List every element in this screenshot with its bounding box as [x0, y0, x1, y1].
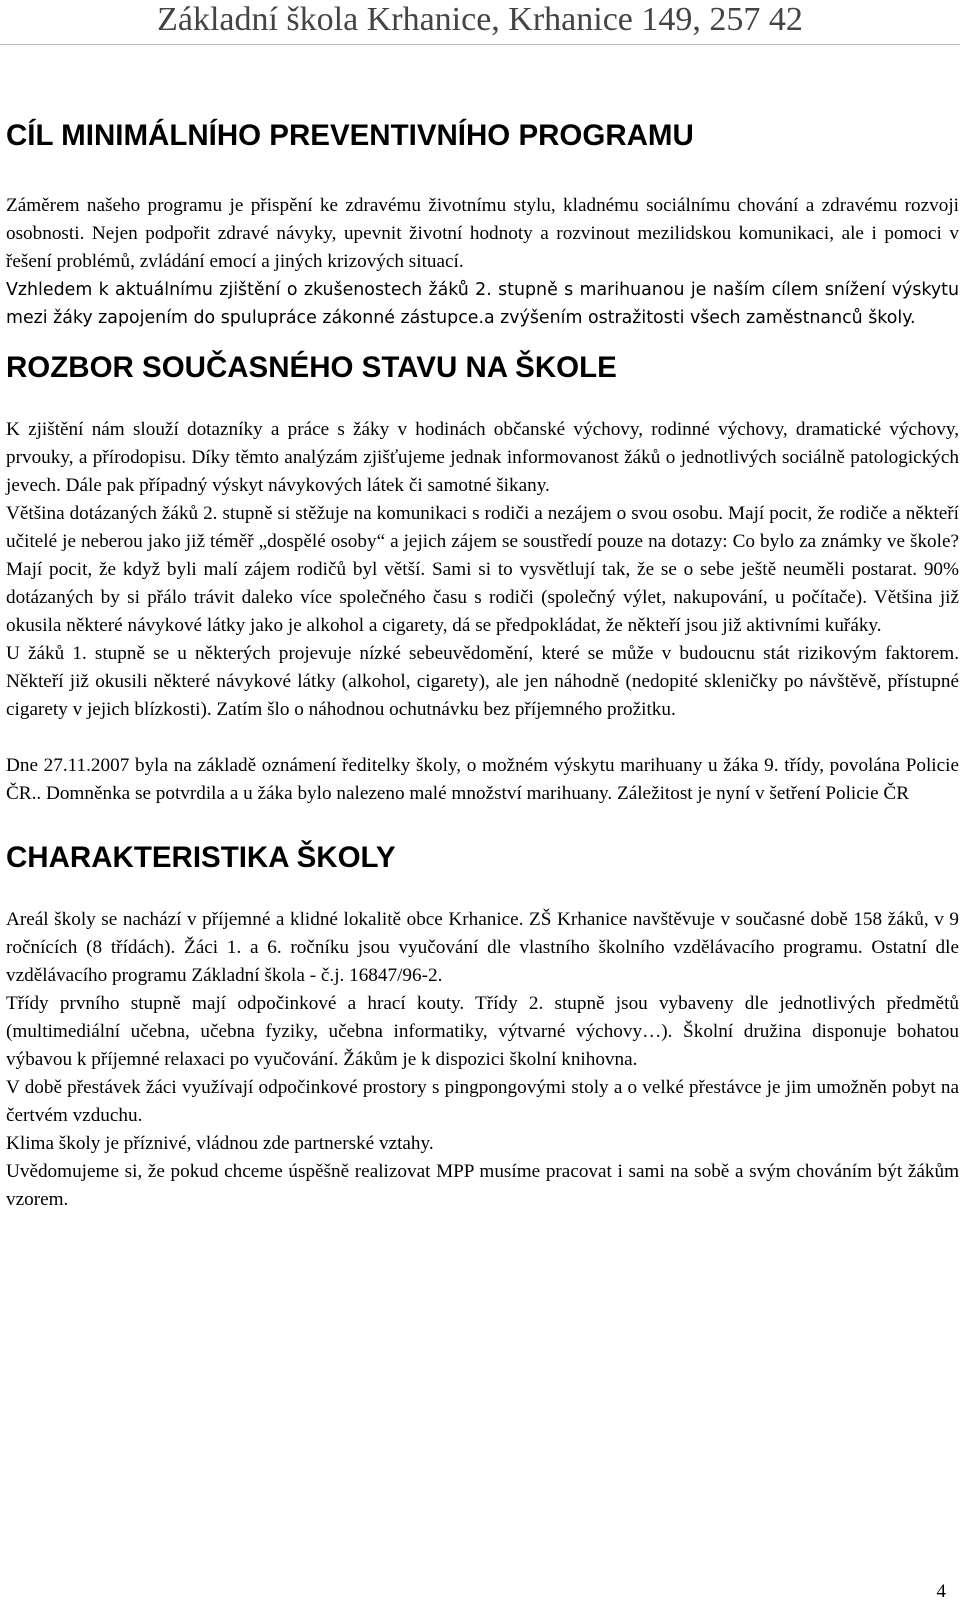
section-school-characteristics — [6, 840, 959, 1214]
paragraph: U žáků 1. stupně se u některých projevuje nízké sebeuvědomění, které se může v budoucnu stát rizikovým faktorem. Někteří již okusili některé návykové látky (alkohol, cigarety), ale jen náhodně (nedopité skleničky po návštěvě, přístupné cigarety v jejich blízkosti). Zatím šlo o náhodnou ochutnávku bez příjemného prožitku. — [6, 643, 959, 720]
paragraph: V době přestávek žáci využívají odpočinkové prostory s pingpongovými stoly a o velké přestávce je jim umožněn pobyt na čertvém vzduchu. — [6, 1077, 959, 1126]
page-header — [0, 0, 960, 45]
paragraph: Klima školy je příznivé, vládnou zde partnerské vztahy. — [6, 1133, 434, 1154]
section-current-state — [6, 350, 959, 808]
paragraph: Vzhledem k aktuálnímu zjištění o zkušenostech žáků 2. stupně s marihuanou je naším cílem snížení výskytu mezi žáky zapojením do spulupráce zákonné zástupce.a zvýšením ostražitosti všech zaměstnanců školy. — [6, 280, 959, 328]
school-header-title: Základní škola Krhanice, Krhanice 149, 257 42 — [157, 1, 803, 38]
paragraph: K zjištění nám slouží dotazníky a práce s žáky v hodinách občanské výchovy, rodinné výchovy, dramatické výchovy, prvouky, a přírodopisu. Díky těmto analýzám zjišťujeme jednak informovanost žáků o jednotlivých sociálně patologických jevech. Dále pak případný výskyt návykových látek či samotné šikany. — [6, 419, 959, 496]
section-heading: CÍL MINIMÁLNÍHO PREVENTIVNÍHO PROGRAMU — [6, 119, 694, 152]
page-number: 4 — [936, 1581, 946, 1602]
paragraph: Uvědomujeme si, že pokud chceme úspěšně realizovat MPP musíme pracovat i sami na sobě a svým chováním být žákům vzorem. — [6, 1161, 959, 1210]
paragraph: Většina dotázaných žáků 2. stupně si stěžuje na komunikaci s rodiči a nezájem o svou osobu. Mají pocit, že rodiče a někteří učitelé je neberou jako již téměř „dospělé osoby“ a jejich zájem se soustředí pouze na dotazy: Co bylo za známky ve škole? Mají pocit, že když byli malí zájem rodičů byl větší. Sami si to vysvětlují tak, že se o sebe ještě neuměli postarat. 90% dotázaných by si přálo trávit daleko více společného času s rodiči (společný výlet, nakupování, u počítače). Většina již okusila některé návykové látky jako je alkohol a cigarety, dá se předpokládat, že někteří jsou již aktivními kuřáky. — [6, 503, 959, 636]
document-body — [6, 118, 959, 1214]
paragraph: Dne 27.11.2007 byla na základě oznámení ředitelky školy, o možném výskytu marihuany u žáka 9. třídy, povolána Policie ČR.. Domněnka se potvrdila a u žáka bylo nalezeno malé množství marihuany. Záležitost je nyní v šetření Policie ČR — [6, 755, 959, 804]
section-heading: CHARAKTERISTIKA ŠKOLY — [6, 841, 396, 874]
section-goal — [6, 118, 959, 332]
paragraph: Záměrem našeho programu je přispění ke zdravému životnímu stylu, kladnému sociálnímu chování a zdravému rozvoji osobnosti. Nejen podpořit zdravé návyky, upevnit životní hodnoty a rozvinout mezilidskou komunikaci, ale i pomoci v řešení problémů, zvládání emocí a jiných krizových situací. — [6, 195, 959, 272]
paragraph: Areál školy se nachází v příjemné a klidné lokalitě obce Krhanice. ZŠ Krhanice navštěvuje v současné době 158 žáků, v 9 ročnících (8 třídách). Žáci 1. a 6. ročníku jsou vyučování dle vlastního školního vzdělávacího programu. Ostatní dle vzdělávacího programu Základní škola - č.j. 16847/96-2. — [6, 909, 959, 986]
section-heading: ROZBOR SOUČASNÉHO STAVU NA ŠKOLE — [6, 351, 617, 384]
paragraph: Třídy prvního stupně mají odpočinkové a hrací kouty. Třídy 2. stupně jsou vybaveny dle jednotlivých předmětů (multimediální učebna, učebna fyziky, učebna informatiky, výtvarné výchovy…). Školní družina disponuje bohatou výbavou k příjemné relaxaci po vyučování. Žákům je k dispozici školní knihovna. — [6, 993, 959, 1070]
